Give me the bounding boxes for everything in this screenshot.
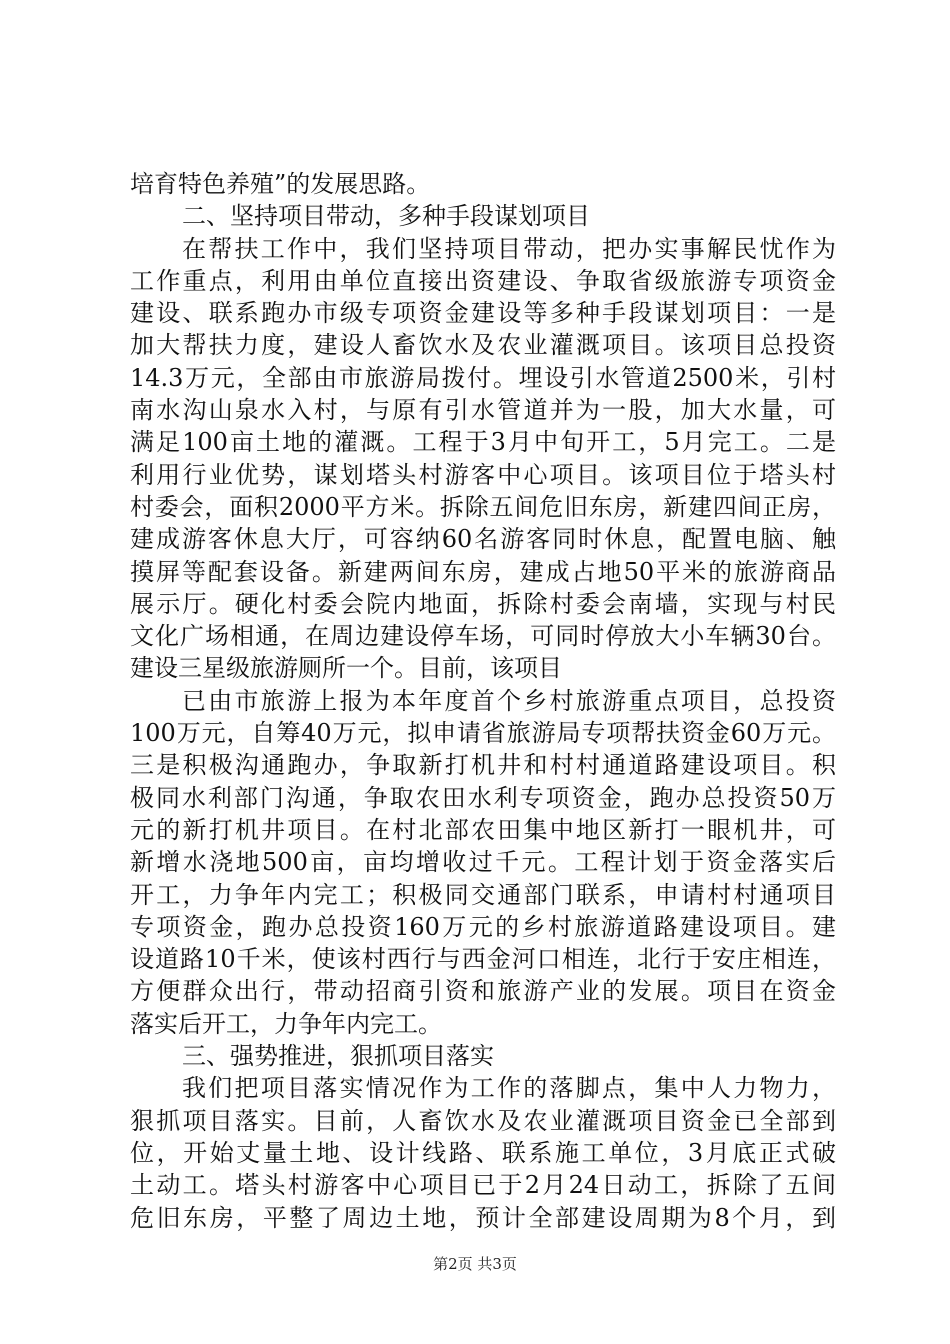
text-line: 新增水浇地500亩，亩均增收过千元。工程计划于资金落实后 (130, 848, 836, 877)
text-line: 极同水利部门沟通，争取农田水利专项资金，跑办总投资50万 (130, 783, 836, 812)
text-line: 摸屏等配套设备。新建两间东房，建成占地50平米的旅游商品 (130, 557, 836, 586)
text-line: 元的新打机井项目。在村北部农田集中地区新打一眼机井，可 (130, 815, 836, 844)
text-line: 设道路10千米，使该村西行与西金河口相连，北行于安庄相连， (130, 945, 836, 974)
text-line: 满足100亩土地的灌溉。工程于3月中旬开工，5月完工。二是 (130, 428, 836, 457)
text-line: 开工，力争年内完工；积极同交通部门联系，申请村村通项目 (130, 880, 836, 909)
text-line: 在帮扶工作中，我们坚持项目带动，把办实事解民忧作为 (182, 234, 836, 263)
text-line: 落实后开工，力争年内完工。 (130, 1009, 442, 1038)
text-line: 狠抓项目落实。目前，人畜饮水及农业灌溉项目资金已全部到 (130, 1106, 836, 1135)
text-line: 二、坚持项目带动，多种手段谋划项目 (182, 202, 590, 231)
text-line: 方便群众出行，带动招商引资和旅游产业的发展。项目在资金 (130, 977, 836, 1006)
text-line: 专项资金，跑办总投资160万元的乡村旅游道路建设项目。建 (130, 912, 836, 941)
text-line: 村委会，面积2000平方米。拆除五间危旧东房，新建四间正房， (130, 492, 836, 521)
text-line: 土动工。塔头村游客中心项目已于2月24日动工，拆除了五间 (130, 1171, 836, 1200)
text-line: 加大帮扶力度，建设人畜饮水及农业灌溉项目。该项目总投资 (130, 331, 836, 360)
text-line: 位，开始丈量土地、设计线路、联系施工单位，3月底正式破 (130, 1138, 836, 1167)
text-line: 建成游客休息大厅，可容纳60名游客同时休息，配置电脑、触 (130, 525, 836, 554)
text-line: 100万元，自筹40万元，拟申请省旅游局专项帮扶资金60万元。 (130, 719, 836, 748)
text-line: 14.3万元，全部由市旅游局拨付。埋设引水管道2500米，引村 (130, 363, 836, 392)
text-line: 危旧东房，平整了周边土地，预计全部建设周期为8个月，到 (130, 1203, 836, 1232)
page-footer: 第2页 共3页 (433, 1255, 517, 1273)
text-line: 已由市旅游上报为本年度首个乡村旅游重点项目，总投资 (182, 686, 836, 715)
text-line: 利用行业优势，谋划塔头村游客中心项目。该项目位于塔头村 (130, 460, 836, 489)
text-line: 三是积极沟通跑办，争取新打机井和村村通道路建设项目。积 (130, 751, 836, 780)
text-line: 建设三星级旅游厕所一个。目前，该项目 (130, 654, 562, 683)
text-line: 三、强势推进，狠抓项目落实 (182, 1042, 494, 1071)
text-line: 工作重点，利用由单位直接出资建设、争取省级旅游专项资金 (130, 266, 836, 295)
text-line: 文化广场相通，在周边建设停车场，可同时停放大小车辆30台。 (130, 622, 836, 651)
text-line: 建设、联系跑办市级专项资金建设等多种手段谋划项目：一是 (130, 299, 836, 328)
text-line: 培育特色养殖”的发展思路。 (130, 170, 431, 198)
text-line: 我们把项目落实情况作为工作的落脚点，集中人力物力， (182, 1074, 836, 1103)
text-line: 南水沟山泉水入村，与原有引水管道并为一股，加大水量，可 (130, 396, 836, 425)
document-body (130, 168, 836, 1234)
text-line: 展示厅。硬化村委会院内地面，拆除村委会南墙，实现与村民 (130, 589, 836, 618)
